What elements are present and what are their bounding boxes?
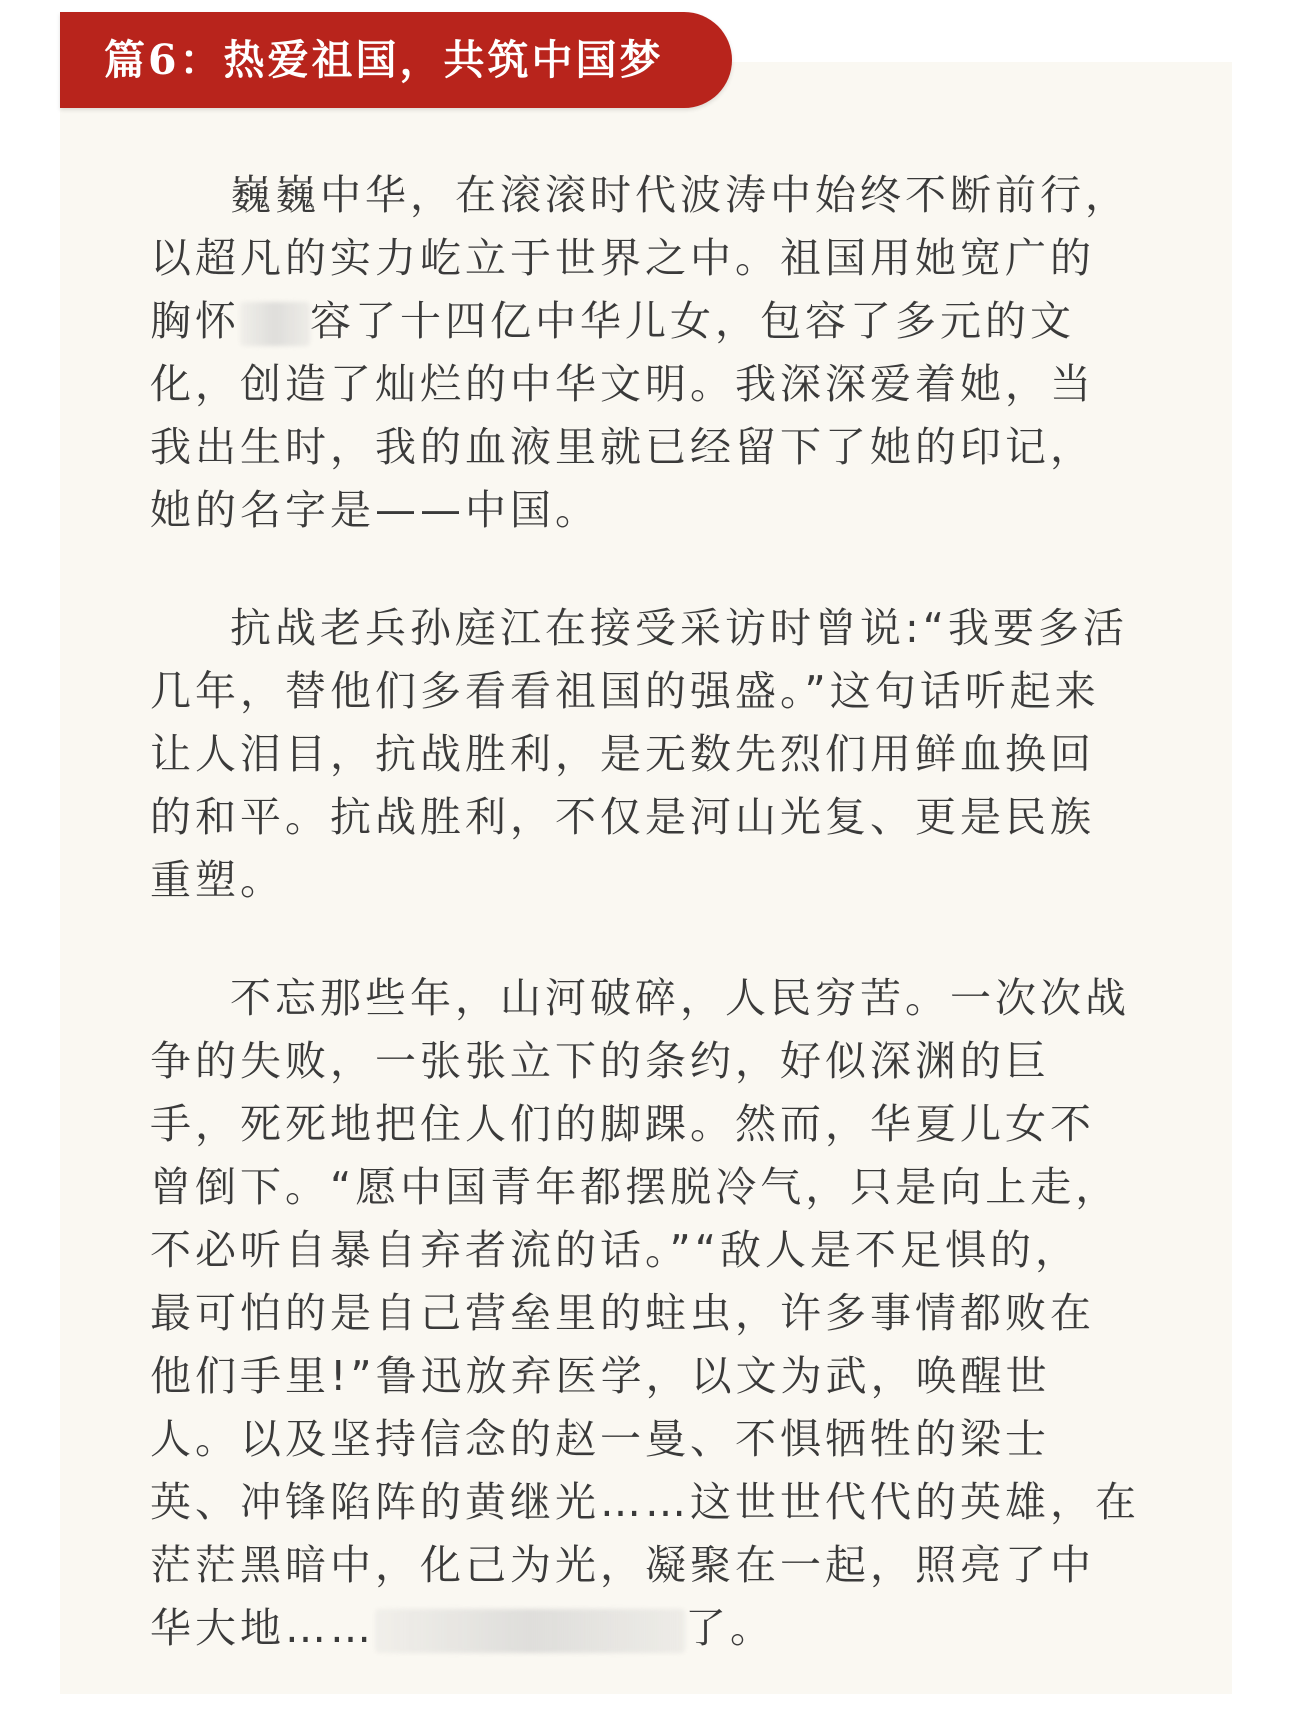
text-line: 曾倒下。“愿中国青年都摆脱冷气，只是向上走， [150, 1163, 1121, 1211]
article-body [150, 164, 1140, 1715]
text-line [150, 1597, 1140, 1660]
text-line: 不必听自暴自弃者流的话。”“敌人是不足惧的， [150, 1226, 1080, 1274]
text-line: 几年，替他们多看看祖国的强盛。”这句话听起来 [150, 667, 1100, 715]
paragraph-3 [150, 967, 1140, 1660]
paragraph-1 [150, 164, 1140, 542]
text-line: 巍巍中华，在滚滚时代波涛中始终不断前行， [230, 171, 1130, 219]
text-line: 争的失败，一张张立下的条约，好似深渊的巨 [150, 1037, 1050, 1085]
text-line [150, 290, 1140, 353]
text-segment: 华大地…… [150, 1604, 375, 1652]
text-line: 他们手里!”鲁迅放弃医学，以文为武，唤醒世 [150, 1352, 1051, 1400]
text-segment: 胸怀 [150, 297, 240, 345]
text-line: 的和平。抗战胜利，不仅是河山光复、更是民族 [150, 793, 1095, 841]
text-segment: 了。 [685, 1604, 775, 1652]
text-line: 手，死死地把住人们的脚踝。然而，华夏儿女不 [150, 1100, 1095, 1148]
text-line: 抗战老兵孙庭江在接受采访时曾说:“我要多活 [230, 604, 1129, 652]
text-line: 以超凡的实力屹立于世界之中。祖国用她宽广的 [150, 234, 1095, 282]
text-line: 不忘那些年，山河破碎，人民穷苦。一次次战 [230, 974, 1130, 1022]
redacted-blur [375, 1609, 685, 1653]
text-line: 让人泪目，抗战胜利，是无数先烈们用鲜血换回 [150, 730, 1095, 778]
title-banner [60, 12, 732, 108]
paragraph-2 [150, 597, 1140, 912]
text-line: 最可怕的是自己营垒里的蛀虫，许多事情都败在 [150, 1289, 1095, 1337]
text-line: 她的名字是——中国。 [150, 486, 600, 534]
text-line: 化，创造了灿烂的中华文明。我深深爱着她，当 [150, 360, 1095, 408]
article-title: 篇6：热爱祖国，共筑中国梦 [104, 36, 664, 84]
text-line: 茫茫黑暗中，化己为光，凝聚在一起，照亮了中 [150, 1541, 1095, 1589]
text-line: 人。以及坚持信念的赵一曼、不惧牺牲的梁士 [150, 1415, 1050, 1463]
redacted-blur [240, 302, 310, 346]
text-line: 我出生时，我的血液里就已经留下了她的印记， [150, 423, 1095, 471]
text-line: 英、冲锋陷阵的黄继光……这世世代代的英雄，在 [150, 1478, 1140, 1526]
text-segment: 容了十四亿中华儿女，包容了多元的文 [310, 297, 1075, 345]
text-line: 重塑。 [150, 856, 285, 904]
